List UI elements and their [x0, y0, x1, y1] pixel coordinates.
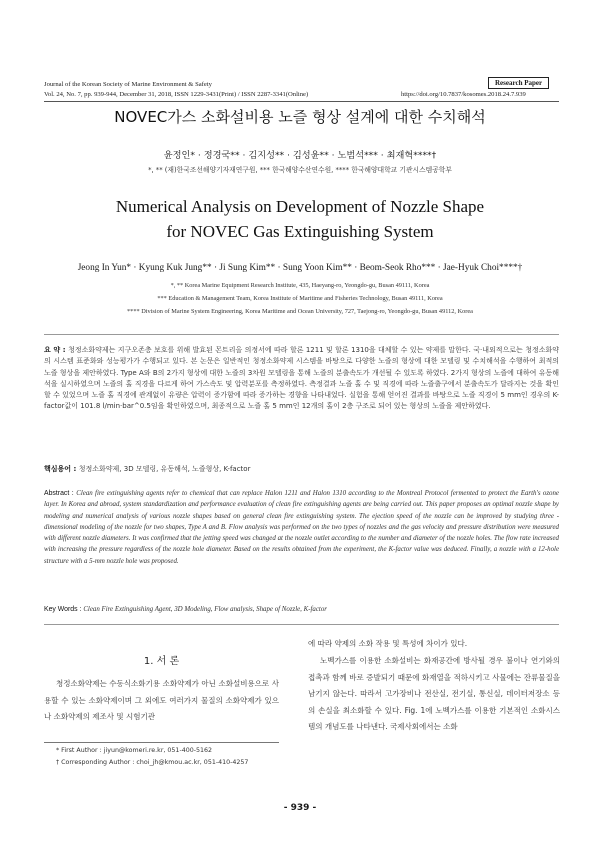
english-keywords: [44, 604, 559, 615]
english-keywords-label: Key Words :: [44, 606, 84, 613]
body-right-paragraph-1: 에 따라 약제의 소화 작용 및 특성에 차이가 있다.: [308, 639, 468, 648]
footnote-rule: [44, 742, 279, 743]
korean-keywords-label: 핵심용어 :: [44, 465, 79, 473]
body-rule: [44, 624, 559, 625]
korean-affiliation: *, ** (재)한국조선해양기자재연구원, *** 한국해양수산연수원, **** 한국해양대학교 기관시스템공학부: [148, 166, 452, 174]
section-heading: 1. 서 론: [143, 656, 180, 667]
header-rule: [44, 101, 559, 102]
korean-keywords: [44, 464, 250, 474]
korean-abstract-text: 청정소화약제는 지구오존층 보호를 위해 발효된 몬트리올 의정서에 따라 할론 1211 및 할론 1310을 대체할 수 있는 약제를 말한다. 국·내외적으로는 청정소화약의 시스템 표준화와 성능평가가 수행되고 있다. 본 논문은 일반적인 청정소화약제 시스템을 바탕으로 다양한 노즐의 형상에 대한 모델링 및 수치해석을 수행하여 최적의 노즐 형상을 제안하였다. Type A와 B의 2가지 형상에 대한 노즐의 3차원 모델링을 통해 노즐의 분출속도가 개선될 수 있도록 하였다. 2가지 형상의 노즐에 대하여 유동해석을 실시하였으며 노즐의 홀 직경을 다르게 하여 가스속도 및 압력분포를 측정하였다. 측정결과 노즐 홀 수 및 직경에 따라 노즐출구에서 분출속도가 달라지는 것을 확인할 수 있었으며 노즐 홀 직경에 관계없이 유량은 압력이 증가함에 따라 증가하는 경향을 나타내었다. 실험을 통해 얻어진 결과를 바탕으로 노즐 직경이 5 mm인 경우의 K-factor값이 101.8 l/min·bar^0.5임을 확인하였으며, 최종적으로 노즐 홀 5 mm인 12개의 홀이 2층 구조로 되어 있는 형상의 노즐을 제안하였다.: [44, 346, 560, 411]
page-number: - 939 -: [283, 803, 317, 813]
doi-link[interactable]: https://doi.org/10.7837/kosomes.2018.24.7.939: [401, 91, 526, 98]
korean-abstract-label: 요 약 :: [44, 346, 69, 354]
korean-title: NOVEC가스 소화설비용 노즐 형상 설계에 대한 수치해석: [114, 108, 486, 126]
body-right-paragraph-2: 노벡가스를 이용한 소화설비는 화재공간에 방사될 경우 불이나 연기와의 접촉과 함께 바로 증발되기 때문에 화재열을 적하시키고 사물에는 잔류물질을 남기지 않는다. 따라서 고가장비나 전산실, 전기실, 통신실, 데이터저장소 등의 손실을 최소화할 수 있다. Fig. 1에 노벡가스를 이용한 기본적인 소화시스템의 개념도를 나타낸다. 국제사회에서는 소화: [308, 656, 560, 731]
body-left-paragraph: 청정소화약제는 수동식소화기용 소화약제가 아닌 소화설비용으로 사용할 수 있는 소화약제이며 그 외에도 여러가지 물질의 소화약제가 있으나 소화약제의 제조사 및 시험기관: [44, 679, 279, 721]
english-keywords-text: Clean Fire Extinguishing Agent, 3D Modeling, Flow analysis, Shape of Nozzle, K-factor: [83, 606, 327, 613]
english-title-line1: Numerical Analysis on Development of Nozzle Shape: [115, 197, 485, 216]
english-affiliation-1: *, ** Korea Marine Equipment Research Institute, 435, Haeyang-ro, Yeongdo-gu, Busan 49111, Korea: [170, 282, 430, 289]
english-affiliation-2: *** Education & Management Team, Korea Institute of Maritime and Fisheries Technology, Busan 49111, Korea: [157, 295, 443, 302]
research-paper-badge: Research Paper: [488, 77, 549, 89]
english-abstract: [44, 488, 559, 567]
english-abstract-label: Abstract :: [44, 490, 77, 497]
abstract-rule: [44, 334, 559, 335]
english-title-line2: for NOVEC Gas Extinguishing System: [166, 222, 434, 241]
korean-abstract: [44, 345, 559, 413]
english-affiliation-3: **** Division of Marine System Engineering, Korea Maritime and Ocean University, 727, Taejong-ro, Yeongdo-gu, Busan 49112, Korea: [127, 308, 473, 315]
journal-name: Journal of the Korean Society of Marine Environment & Safety: [44, 81, 212, 88]
footnote-corresponding-author: † Corresponding Author : choi_jh@kmou.ac.kr, 051-410-4257: [56, 759, 249, 766]
english-authors: Jeong In Yun* · Kyung Kuk Jung** · Ji Sung Kim** · Sung Yoon Kim** · Beom-Seok Rho*** · Jae-Hyuk Choi****†: [77, 263, 523, 273]
english-abstract-text: Clean fire extinguishing agents refer to chemical that can replace Halon 1211 and Halon 1310 according to the Montreal Protocol fermented to protect the Earth's ozone layer. In Korea and abroad, system standardization and performance evaluation of clean fire extinguishing agents are being carried out. This paper proposes an optimal nozzle shape by modeling and numerical analysis of various nozzle shapes based on general clean fire extinguishing system. The ejection speed of the nozzle can be improved by studying three - dimensional modeling of the nozzle for two shapes, Type A and B. Flow analysis was performed on the two types of nozzles and the gas velocity and pressure distribution were measured with different nozzle diameters. It was confirmed that the jetting speed was changed at the nozzle outlet according to the number and diameter of the nozzle holes. The flow rate increased with increasing the pressure regardless of the nozzle hole diameter. Based on the results obtained from the experiment, the K-factor value was deduced. Finally, a nozzle with a 12-hole structure with a 5-mm nozzle hole was proposed.: [44, 490, 559, 565]
volume-line: Vol. 24, No. 7, pp. 939-944, December 31, 2018, ISSN 1229-3431(Print) / ISSN 2287-3341(Online): [44, 91, 309, 98]
korean-keywords-text: 청정소화약제, 3D 모델링, 유동해석, 노즐형상, K-factor: [78, 465, 251, 473]
footnote-first-author: * First Author : jiyun@komeri.re.kr, 051-400-5162: [56, 747, 213, 754]
korean-authors: 윤정인* · 정경국** · 김지성** · 김성윤** · 노범석*** · 최재혁****†: [163, 150, 437, 161]
